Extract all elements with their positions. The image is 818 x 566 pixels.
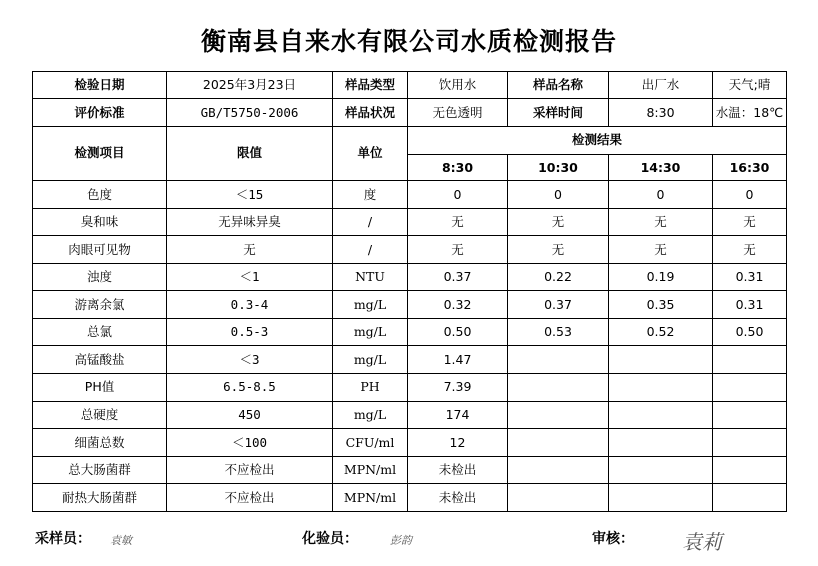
result-cell: 0.32 [408, 291, 508, 319]
result-cell: 0.50 [408, 318, 508, 346]
unit-value: NTU [333, 263, 408, 291]
sample-type-value: 饮用水 [408, 72, 508, 99]
unit-value: / [333, 236, 408, 264]
result-cell [609, 484, 713, 512]
limit-value: ＜100 [167, 429, 333, 457]
limit-value: 450 [167, 401, 333, 429]
table-row [33, 236, 787, 264]
limit-value: 0.3-4 [167, 291, 333, 319]
result-cell: 无 [609, 236, 713, 264]
table-row [33, 318, 787, 346]
result-cell [713, 401, 787, 429]
result-cell [713, 429, 787, 457]
result-cell: 无 [713, 208, 787, 236]
item-name: PH值 [33, 374, 167, 402]
table-row [33, 456, 787, 484]
item-name: 总硬度 [33, 401, 167, 429]
result-cell: 1.47 [408, 346, 508, 374]
data-rows [33, 181, 787, 512]
sample-name-label: 样品名称 [508, 72, 609, 99]
result-cell [508, 429, 609, 457]
water-temp-value: 水温：18℃ [713, 99, 787, 126]
result-cell: 未检出 [408, 484, 508, 512]
info-row-2 [33, 99, 787, 126]
result-cell: 174 [408, 401, 508, 429]
limit-value: ＜3 [167, 346, 333, 374]
report-title: 衡南县自来水有限公司水质检测报告 [200, 27, 617, 56]
sample-type-label: 样品类型 [333, 72, 408, 99]
result-cell: 无 [609, 208, 713, 236]
limit-value: 不应检出 [167, 484, 333, 512]
unit-value: mg/L [333, 318, 408, 346]
result-cell [508, 374, 609, 402]
limit-value: 6.5-8.5 [167, 374, 333, 402]
result-cell: 无 [713, 236, 787, 264]
unit-value: mg/L [333, 291, 408, 319]
weather-value: 天气;晴 [713, 72, 787, 99]
result-cell: 0.35 [609, 291, 713, 319]
header-time-4: 16:30 [713, 154, 787, 180]
date-value: 2025年3月23日 [167, 72, 333, 99]
item-name: 细菌总数 [33, 429, 167, 457]
report-table [32, 71, 787, 512]
limit-value: 0.5-3 [167, 318, 333, 346]
tester-signature: 彭韵 [390, 534, 412, 547]
header-results: 检测结果 [408, 126, 787, 154]
result-cell: 0.19 [609, 263, 713, 291]
result-cell: 无 [408, 208, 508, 236]
standard-value: GB/T5750-2006 [167, 99, 333, 126]
header-row-1 [33, 126, 787, 154]
unit-value: mg/L [333, 346, 408, 374]
table-row [33, 429, 787, 457]
header-time-1: 8:30 [408, 154, 508, 180]
unit-value: 度 [333, 181, 408, 209]
item-name: 臭和味 [33, 208, 167, 236]
item-name: 总氯 [33, 318, 167, 346]
result-cell [609, 346, 713, 374]
sampler-label: 采样员： [35, 531, 91, 547]
unit-value: / [333, 208, 408, 236]
table-row [33, 374, 787, 402]
result-cell: 0.50 [713, 318, 787, 346]
header-unit: 单位 [333, 126, 408, 181]
result-cell: 0.22 [508, 263, 609, 291]
item-name: 耐热大肠菌群 [33, 484, 167, 512]
result-cell [713, 374, 787, 402]
result-cell: 0 [713, 181, 787, 209]
unit-value: MPN/ml [333, 456, 408, 484]
standard-label: 评价标准 [33, 99, 167, 126]
sampling-time-value: 8:30 [609, 99, 713, 126]
result-cell [609, 401, 713, 429]
item-name: 浊度 [33, 263, 167, 291]
result-cell: 0.37 [408, 263, 508, 291]
header-limit: 限值 [167, 126, 333, 181]
result-cell: 0.52 [609, 318, 713, 346]
item-name: 色度 [33, 181, 167, 209]
info-row-1 [33, 72, 787, 99]
reviewer-label: 审核： [592, 531, 634, 547]
result-cell: 7.39 [408, 374, 508, 402]
result-cell [713, 346, 787, 374]
tester-label: 化验员： [302, 531, 358, 547]
table-row [33, 181, 787, 209]
limit-value: 无 [167, 236, 333, 264]
table-row [33, 401, 787, 429]
unit-value: mg/L [333, 401, 408, 429]
result-cell: 0.37 [508, 291, 609, 319]
limit-value: 不应检出 [167, 456, 333, 484]
result-cell: 0.53 [508, 318, 609, 346]
reviewer-signature: 袁莉 [682, 530, 722, 554]
result-cell: 无 [408, 236, 508, 264]
result-cell [508, 401, 609, 429]
sample-name-value: 出厂水 [609, 72, 713, 99]
result-cell: 0 [408, 181, 508, 209]
table-row [33, 291, 787, 319]
result-cell [609, 456, 713, 484]
table-row [33, 346, 787, 374]
result-cell: 0 [609, 181, 713, 209]
unit-value: PH [333, 374, 408, 402]
unit-value: CFU/ml [333, 429, 408, 457]
unit-value: MPN/ml [333, 484, 408, 512]
result-cell: 未检出 [408, 456, 508, 484]
limit-value: 无异味异臭 [167, 208, 333, 236]
result-cell [508, 346, 609, 374]
result-cell [713, 484, 787, 512]
result-cell: 0 [508, 181, 609, 209]
item-name: 游离余氯 [33, 291, 167, 319]
result-cell [508, 456, 609, 484]
result-cell [609, 374, 713, 402]
item-name: 总大肠菌群 [33, 456, 167, 484]
result-cell: 0.31 [713, 263, 787, 291]
result-cell [609, 429, 713, 457]
date-label: 检验日期 [33, 72, 167, 99]
result-cell: 无 [508, 208, 609, 236]
result-cell [508, 484, 609, 512]
sample-status-value: 无色透明 [408, 99, 508, 126]
limit-value: ＜15 [167, 181, 333, 209]
result-cell [713, 456, 787, 484]
sampling-time-label: 采样时间 [508, 99, 609, 126]
limit-value: ＜1 [167, 263, 333, 291]
table-row [33, 484, 787, 512]
sample-status-label: 样品状况 [333, 99, 408, 126]
result-cell: 12 [408, 429, 508, 457]
header-item: 检测项目 [33, 126, 167, 181]
table-row [33, 263, 787, 291]
item-name: 肉眼可见物 [33, 236, 167, 264]
result-cell: 无 [508, 236, 609, 264]
table-row [33, 208, 787, 236]
sampler-signature: 袁敏 [110, 534, 132, 547]
header-time-3: 14:30 [609, 154, 713, 180]
item-name: 高锰酸盐 [33, 346, 167, 374]
result-cell: 0.31 [713, 291, 787, 319]
header-time-2: 10:30 [508, 154, 609, 180]
